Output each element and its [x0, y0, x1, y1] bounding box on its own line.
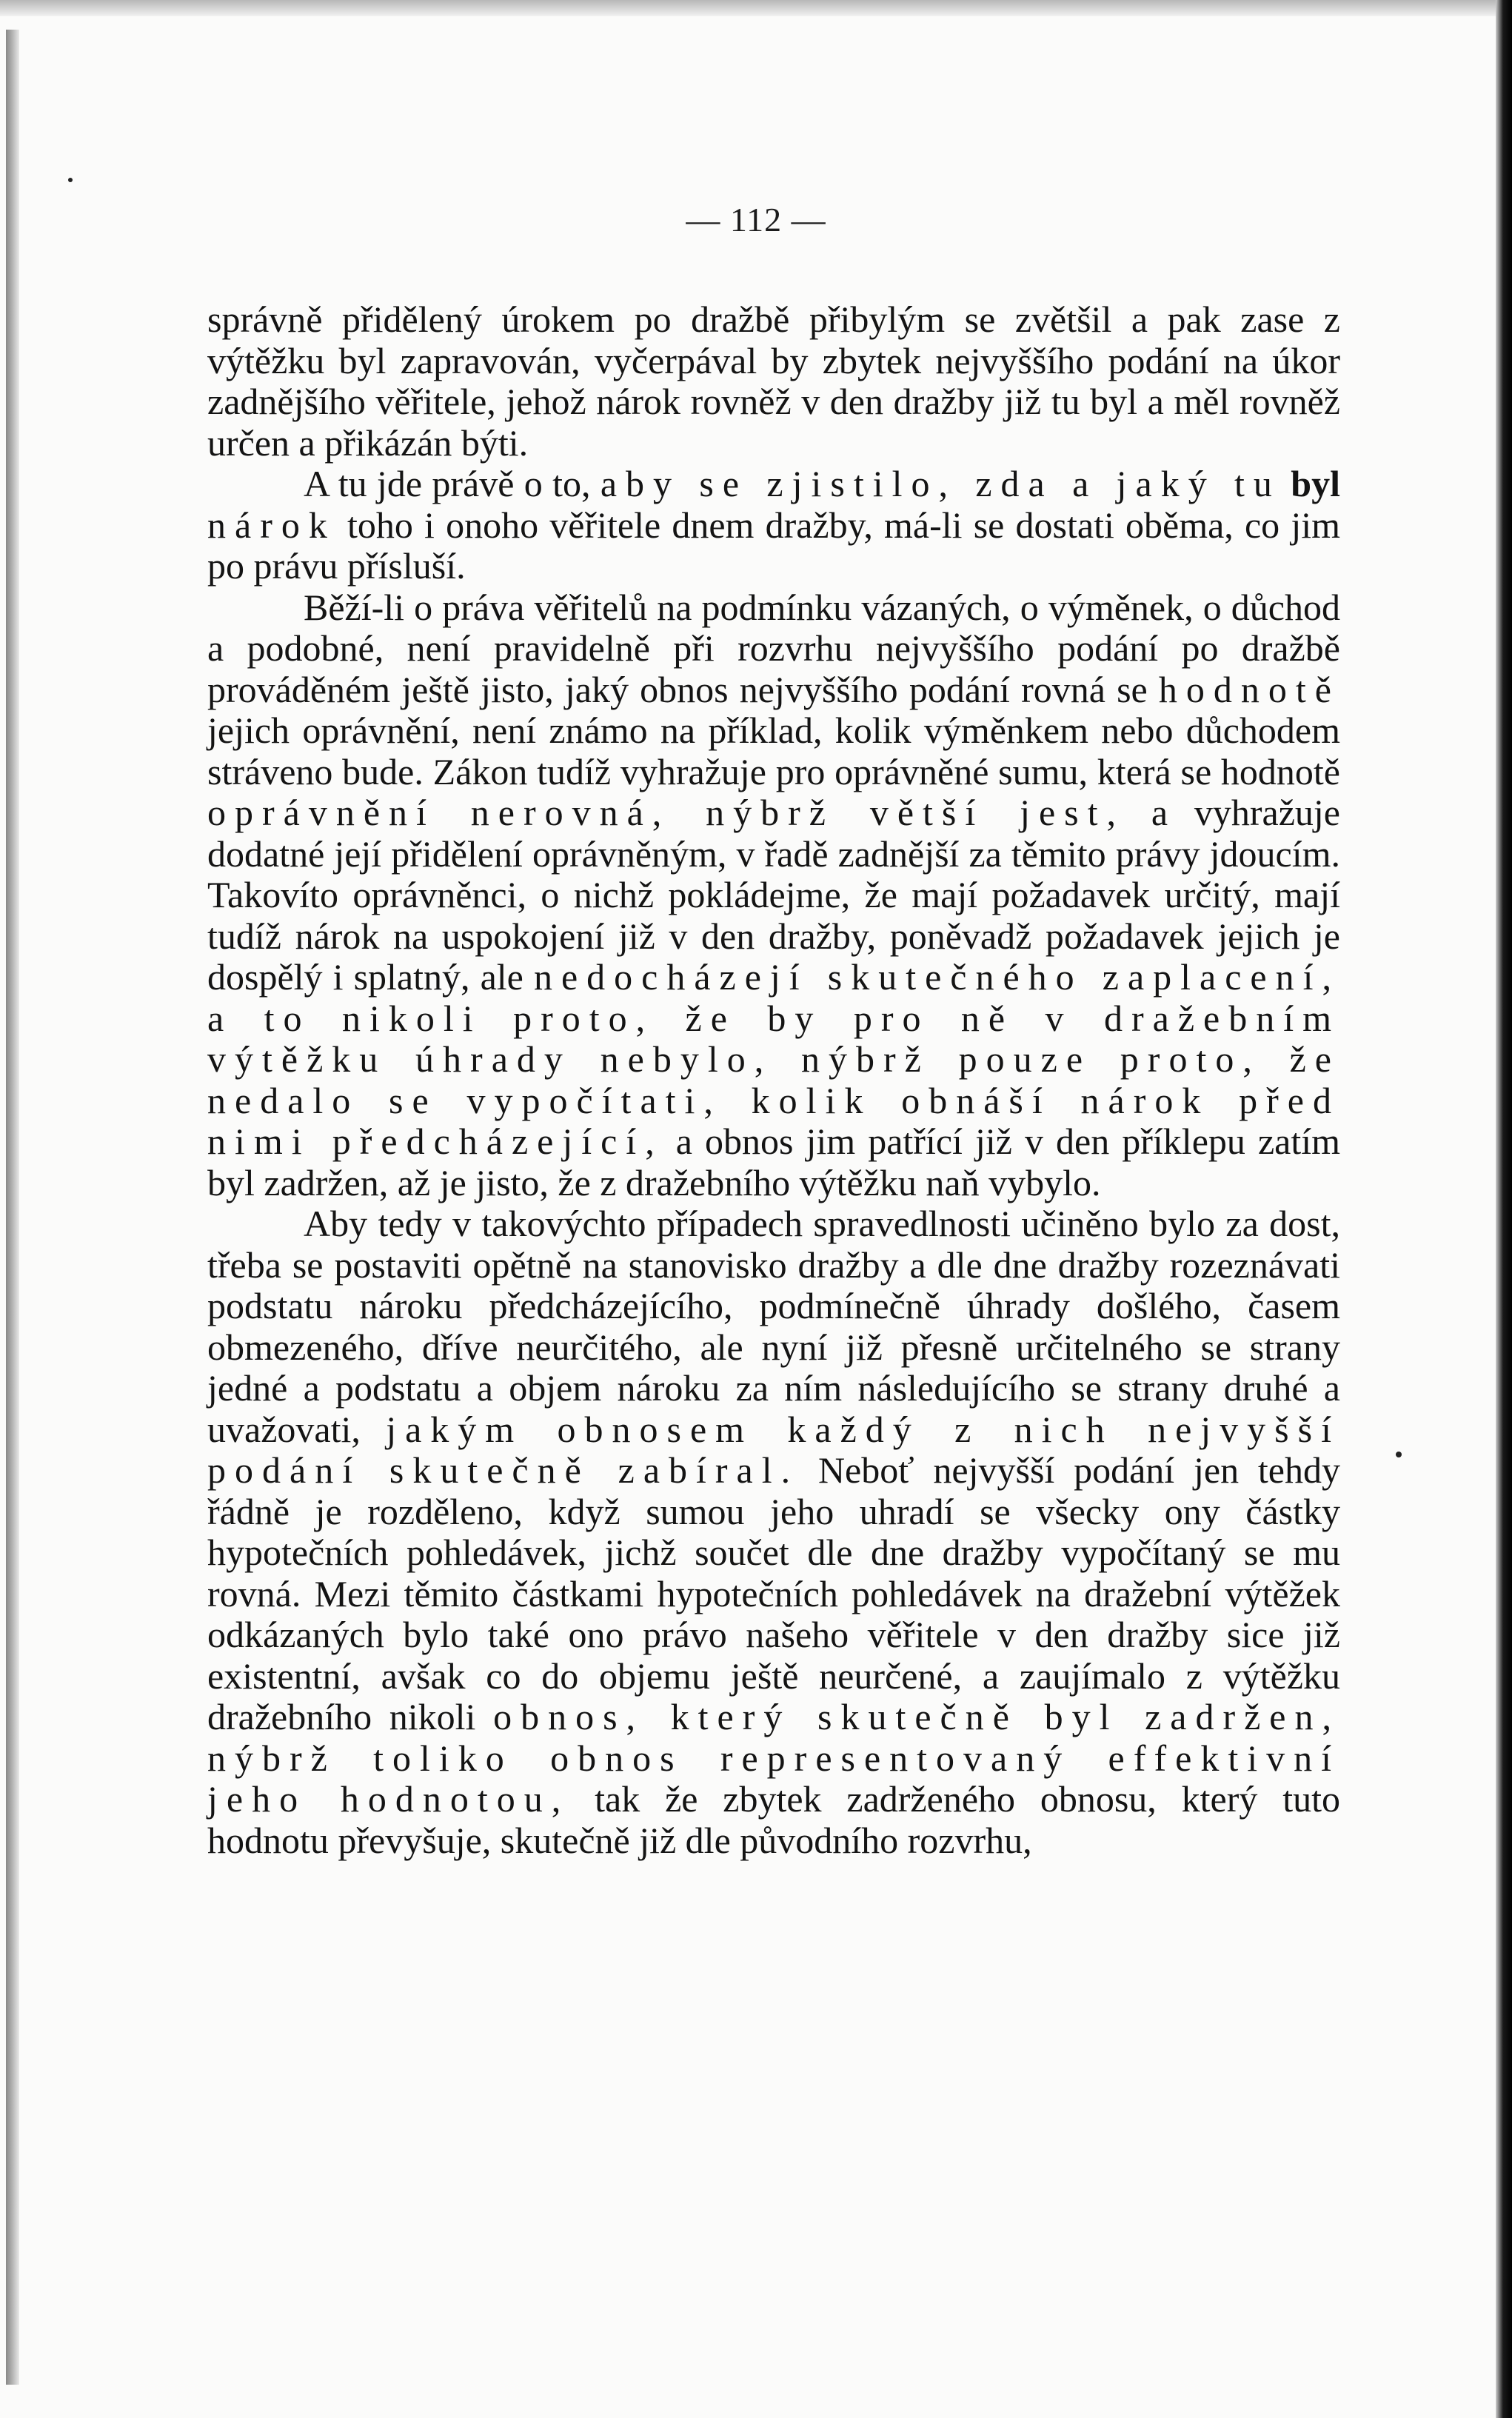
paragraph [207, 587, 1340, 1204]
letterspaced-emphasis: obnos, který skutečně byl zadržen, nýbrž toliko obnos representovaný effektivní jeho hodnotou, [207, 1696, 1341, 1820]
page-top-edge-shadow [0, 0, 1512, 16]
print-speck [1396, 1452, 1402, 1457]
text-run: Aby tedy v takovýchto případech spravedlnosti učiněno bylo za dost, třeba se postaviti opětně na stanovisko dražby a dle dne dražby rozeznávati podstatu nároku předcházejícího, podmínečně úhrady došlého, časem obmezeného, dříve neurčitého, ale nyní již přesně určitelného se strany jedné a podstatu a objem nároku za ním následujícího se strany druhé a uvažovati, [207, 1203, 1340, 1450]
letterspaced-emphasis: oprávnění nerovná, nýbrž větší jest, [207, 792, 1125, 833]
text-run: tak že zbytek zadrženého obnosu, který tuto hodnotu převyšuje, skutečně již dle původního rozvrhu, [207, 1778, 1340, 1861]
text-run: toho i onoho věřitele dnem dražby, má-li se dostati oběma, co jim po právu přísluší. [207, 504, 1340, 587]
letterspaced-emphasis: nárok [207, 504, 336, 546]
print-speck [68, 178, 73, 182]
text-run: a obnos jim patřící již v den příklepu zatím byl zadržen, až je jisto, že z dražebního výtěžku naň vybylo. [207, 1121, 1340, 1203]
paragraph [207, 464, 1340, 587]
page-right-edge-shadow [1496, 0, 1512, 2418]
letterspaced-emphasis: hodnotě [1158, 668, 1340, 710]
letterspaced-emphasis: nedocházejí skutečného zaplacení, a to nikoli proto, že by pro ně v dražebním výtěžku úhrady nebylo, nýbrž pouze proto, že nedalo se vypočítati, kolik obnáší nárok před nimi předcházející, [207, 956, 1340, 1162]
text-run: správně přidělený úrokem po dražbě přibylým se zvětšil a pak zase z výtěžku byl zapravován, vyčerpával by zbytek nejvyššího podání na úkor zadnějšího věřitele, jehož nárok rovněž v den dražby již tu byl a měl rovněž určen a přikázán býti. [207, 298, 1340, 464]
paragraph [207, 299, 1340, 464]
text-run: a vyhražuje dodatné její přidělení oprávněným, v řadě zadnější za těmito právy jdoucím. Takovíto oprávněnci, o nichž pokládejme, že mají požadavek určitý, mají tudíž nárok na uspokojení již v den dražby, poněvadž požadavek jejich je dospělý i splatný, ale [207, 792, 1340, 998]
text-run: A tu jde právě o to, [304, 463, 601, 504]
text-run: Běží-li o práva věřitelů na podmínku vázaných, o výměnek, o důchod a podobné, není pravidelně při rozvrhu nejvyššího podání po dražbě prováděném ještě jisto, jaký obnos nejvyššího podání rovná se [207, 586, 1340, 710]
text-run: jejich oprávnění, není známo na příklad, kolik výměnkem nebo důchodem stráveno bude. Zákon tudíž vyhražuje pro oprávněné sumu, která se hodnotě [207, 709, 1340, 792]
text-run: Neboť nejvyšší podání jen tehdy řádně je rozděleno, když sumou jeho uhradí se všecky ony částky hypotečních pohledávek, jichž součet dle dne dražby vypočítaný se mu rovná. Mezi těmito částkami hypotečních pohledávek na dražební výtěžek odkázaných bylo také ono právo našeho věřitele v den dražby sice již existentní, avšak co do objemu ještě neurčené, a zaujímalo z výtěžku dražebního nikoli [207, 1449, 1340, 1737]
bold-text: byl [1291, 463, 1340, 504]
paragraph [207, 1203, 1340, 1861]
text-run [1281, 463, 1291, 504]
letterspaced-emphasis: aby se zjistilo, zda a jaký tu [600, 463, 1281, 504]
letterspaced-emphasis: jakým obnosem každý z nich nejvyšší podání skutečně zabíral. [207, 1408, 1340, 1491]
page-number: — 112 — [686, 201, 826, 238]
page-left-edge-shadow [6, 30, 19, 2385]
body-text [207, 299, 1340, 1861]
